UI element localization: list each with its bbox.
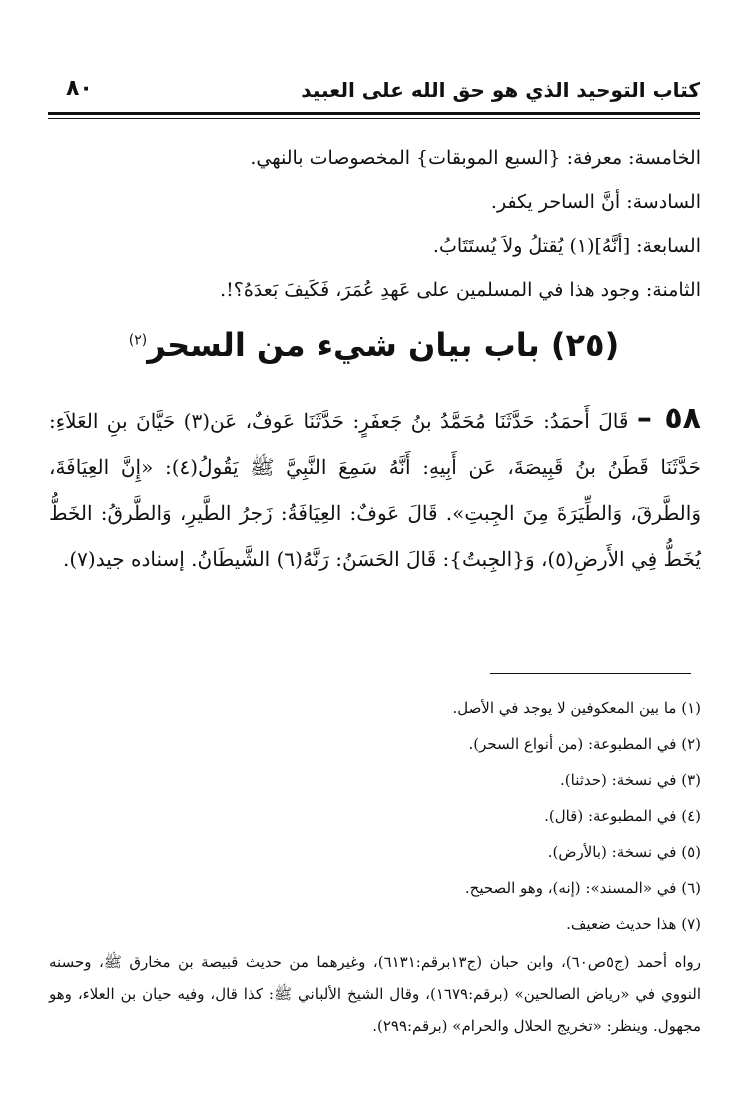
footnote-3: (٣) في نسخة: (حدثنا). xyxy=(560,771,701,789)
hadith-number: ٥٨ – xyxy=(636,401,701,436)
lesson-points xyxy=(101,136,701,312)
page-number: ٨٠ xyxy=(66,76,93,101)
footnote-5: (٥) في نسخة: (بالأرض). xyxy=(547,843,701,861)
footnote-detail: رواه أحمد (ج٥ص٦٠)، وابن حبان (ج١٣برقم:٦١٣١)، وغيرهما من حديث قبيصة بن مخارق ﷺ، وحسنه النووي في «رياض الصالحين» (برقم:١٦٧٩)، وقال الشيخ الألباني ﷺ: كذا قال، وفيه حيان بن العلاء، وهو مجهول. وينظر: «تخريج الحلال والحرام» (برقم:٢٩٩). xyxy=(49,953,701,1035)
header-rule-thin xyxy=(48,118,700,119)
footnotes xyxy=(49,690,701,1042)
point-eighth: الثامنة: وجود هذا في المسلمين على عَهدِ عُمَرَ، فَكَيفَ بَعدَهُ؟!. xyxy=(220,279,701,301)
point-fifth: الخامسة: معرفة: {السبع الموبقات} المخصوصات بالنهي. xyxy=(250,147,701,169)
hadith-block xyxy=(49,396,701,582)
hadith-text: قَالَ أَحمَدُ: حَدَّثَنَا مُحَمَّدُ بنُ جَعفَرٍ: حَدَّثَنَا عَوفٌ، عَن(٣) حَيَّانَ بنِ العَلاَءِ: حَدَّثَنَا قَطَنُ بنُ قَبِيصَةَ، عَن أَبِيهِ: أَنَّهُ سَمِعَ النَّبِيَّ ﷺ يَقُولُ(٤): «إِنَّ العِيَافَةَ، وَالطَّرقَ، وَالطِّيَرَةَ مِنَ الجِبتِ». قَالَ عَوفٌ: العِيَافَةُ: زَجرُ الطَّيرِ، وَالطَّرقُ: الخَطُّ يُخَطُّ فِي الأَرضِ(٥)، وَ{الجِبتُ}: قَالَ الحَسَنُ: رَنَّهُ(٦) الشَّيطَانُ. إسناده جيد(٧). xyxy=(49,409,701,571)
footnote-separator xyxy=(490,673,691,674)
footnote-7: (٧) هذا حديث ضعيف. xyxy=(566,915,701,933)
footnote-1: (١) ما بين المعكوفين لا يوجد في الأصل. xyxy=(452,699,701,717)
point-seventh: السابعة: [أنَّهُ](١) يُقتلُ ولاَ يُستَتَابُ. xyxy=(432,235,701,257)
chapter-title: (٢٥) باب بيان شيء من السحر xyxy=(147,326,620,364)
footnote-6: (٦) في «المسند»: (إنه)، وهو الصحيح. xyxy=(464,879,701,897)
page-header xyxy=(48,74,700,124)
book-title: كتاب التوحيد الذي هو حق الله على العبيد xyxy=(301,78,700,102)
chapter-note-ref: (٢) xyxy=(128,332,148,349)
point-sixth: السادسة: أنَّ الساحر يكفر. xyxy=(490,191,701,213)
footnote-4: (٤) في المطبوعة: (قال). xyxy=(544,807,701,825)
chapter-heading xyxy=(48,326,700,364)
footnote-2: (٢) في المطبوعة: (من أنواع السحر). xyxy=(468,735,701,753)
header-rule-thick xyxy=(48,112,700,115)
